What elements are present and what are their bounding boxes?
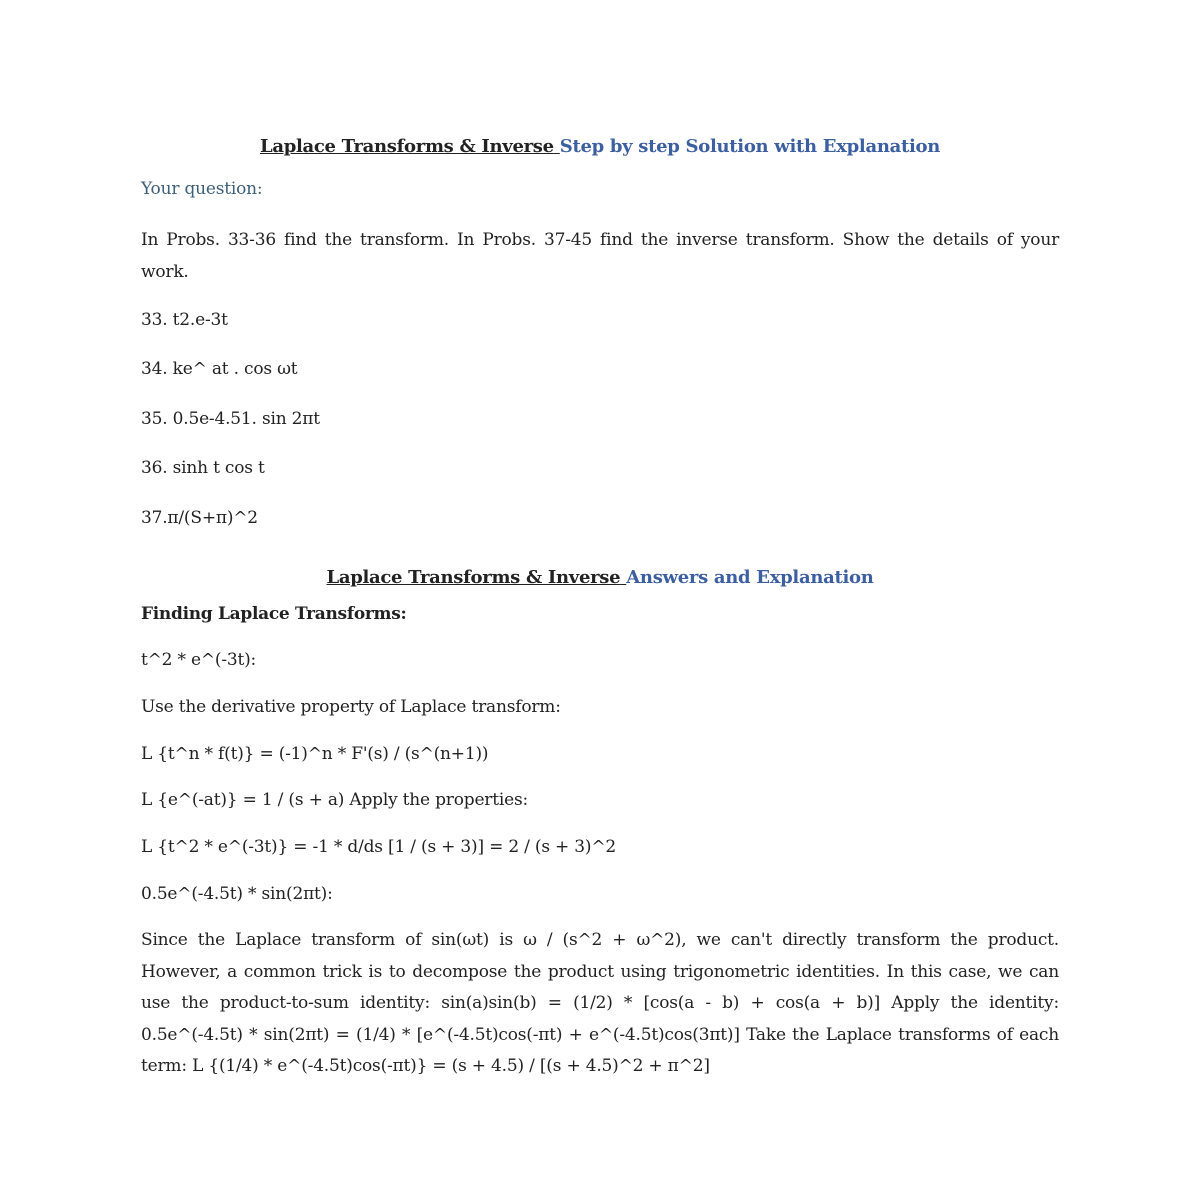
- problem-item: 35. 0.5e-4.51. sin 2πt: [141, 409, 320, 429]
- problem-item: 34. ke^ at . cos ωt: [141, 359, 298, 379]
- problem-item: 33. t2.e-3t: [141, 310, 228, 330]
- title-suffix: Step by step Solution with Explanation: [559, 136, 941, 157]
- answer-line: Use the derivative property of Laplace transform:: [141, 697, 561, 717]
- answer-line: t^2 * e^(-3t):: [141, 650, 257, 670]
- problem-item: 36. sinh t cos t: [141, 458, 265, 478]
- problem-item: 37.π/(S+π)^2: [141, 508, 258, 528]
- question-label: Your question:: [141, 179, 263, 199]
- answer-line: L {e^(-at)} = 1 / (s + a) Apply the properties:: [141, 790, 529, 810]
- answer-line: L {t^n * f(t)} = (-1)^n * F'(s) / (s^(n+1)): [141, 744, 489, 764]
- answers-title: [141, 567, 1059, 588]
- explanation-paragraph: Since the Laplace transform of sin(ωt) is ω / (s^2 + ω^2), we can't directly transform the product. However, a common trick is to decompose the product using trigonometric identities. In this case, we can use the product-to-sum identity: sin(a)sin(b) = (1/2) * [cos(a - b) + cos(a + b)] Apply the identity: 0.5e^(-4.5t) * sin(2πt) = (1/4) * [e^(-4.5t)cos(-πt) + e^(-4.5t)cos(3πt)] Take the Laplace transforms of each term: L {(1/4) * e^(-4.5t)cos(-πt)} = (s + 4.5) / [(s + 4.5)^2 + π^2]: [141, 930, 1059, 1076]
- answers-title-prefix: Laplace Transforms & Inverse: [326, 567, 621, 588]
- answer-line: 0.5e^(-4.5t) * sin(2πt):: [141, 884, 333, 904]
- title-prefix: Laplace Transforms & Inverse: [259, 136, 554, 157]
- document-title: [141, 136, 1059, 157]
- answer-line: L {t^2 * e^(-3t)} = -1 * d/ds [1 / (s + 3)] = 2 / (s + 3)^2: [141, 837, 617, 857]
- section-heading: Finding Laplace Transforms:: [141, 604, 407, 624]
- question-prompt: In Probs. 33-36 find the transform. In Probs. 37-45 find the inverse transform. Show the details of your work.: [141, 230, 1059, 282]
- answers-title-suffix: Answers and Explanation: [626, 567, 874, 588]
- document-page: [141, 130, 1059, 1090]
